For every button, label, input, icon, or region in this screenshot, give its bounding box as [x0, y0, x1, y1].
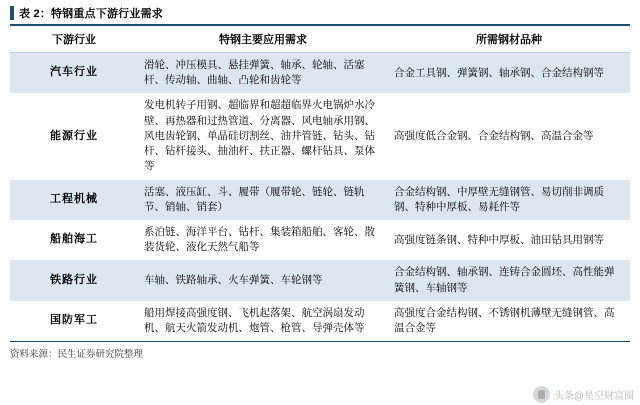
watermark	[533, 386, 634, 403]
cell-industry: 国防军工	[10, 301, 138, 341]
cell-industry: 能源行业	[10, 93, 138, 179]
cell-steel: 合金结构钢、轴承钢、连铸合金圆坯、高性能弹簧钢、车轴钢等	[388, 260, 630, 300]
cell-steel: 高强度合金结构钢、不锈钢机薄壁无缝钢管、高温合金等	[388, 301, 630, 341]
cell-demand: 滑轮、冲压模具、悬挂弹簧、轴承、轮轴、活塞杆、传动轴、曲轴、凸轮和齿轮等	[138, 53, 388, 94]
cell-industry: 船舶海工	[10, 220, 138, 260]
table-row	[10, 93, 630, 179]
column-header-industry: 下游行业	[10, 26, 138, 53]
cell-steel: 合金工具钢、弹簧钢、轴承钢、合金结构钢等	[388, 53, 630, 94]
watermark-avatar-icon	[533, 386, 550, 403]
cell-steel: 高强度链条钢、特种中厚板、油田钻具用钢等	[388, 220, 630, 260]
cell-industry: 工程机械	[10, 180, 138, 220]
document-page	[0, 2, 640, 405]
table-row	[10, 220, 630, 260]
table-header-row	[10, 26, 630, 53]
downstream-demand-table	[10, 26, 630, 341]
cell-industry: 汽车行业	[10, 53, 138, 94]
cell-steel: 高强度低合金钢、合金结构钢、高温合金等	[388, 93, 630, 179]
cell-demand: 活塞、液压缸、斗、履带（履带轮、链轮、链轨节、销轴、销套）	[138, 180, 388, 220]
table-title-bar	[10, 2, 630, 24]
table-row	[10, 301, 630, 341]
table-row	[10, 53, 630, 94]
table-row	[10, 260, 630, 300]
column-header-demand: 特钢主要应用需求	[138, 26, 388, 53]
cell-demand: 发电机转子用钢、超临界和超超临界火电锅炉水冷壁、再热器和过热管道、分离器、风电轴承用钢、风电齿轮钢、单晶硅切割丝、油井管链、钻头、钻杆、钻杆接头、抽油杆、扶正器、螺杆钻具、泵体等	[138, 93, 388, 179]
cell-demand: 车轴、铁路轴承、火车弹簧、车轮钢等	[138, 260, 388, 300]
source-note: 资料来源：民生证券研究院整理	[10, 349, 144, 361]
cell-demand: 船用焊接高强度钢、飞机起落架、航空涡扇发动机、航天火箭发动机、炮管、枪管、导弹壳体等	[138, 301, 388, 341]
cell-demand: 系泊链、海洋平台、钻杆、集装箱船舶、客轮、散装货轮、液化天然气船等	[138, 220, 388, 260]
page-title: 表 2：特钢重点下游行业需求	[19, 8, 163, 20]
watermark-text: 头条@星空财富圈	[553, 391, 634, 402]
column-header-steel: 所需钢材品种	[388, 26, 630, 53]
cell-steel: 合金结构钢、中厚壁无缝钢管、易切削非调质钢、特种中厚板、易耗件等	[388, 180, 630, 220]
cell-industry: 铁路行业	[10, 260, 138, 300]
table-row	[10, 180, 630, 220]
title-accent-marker	[10, 6, 14, 20]
